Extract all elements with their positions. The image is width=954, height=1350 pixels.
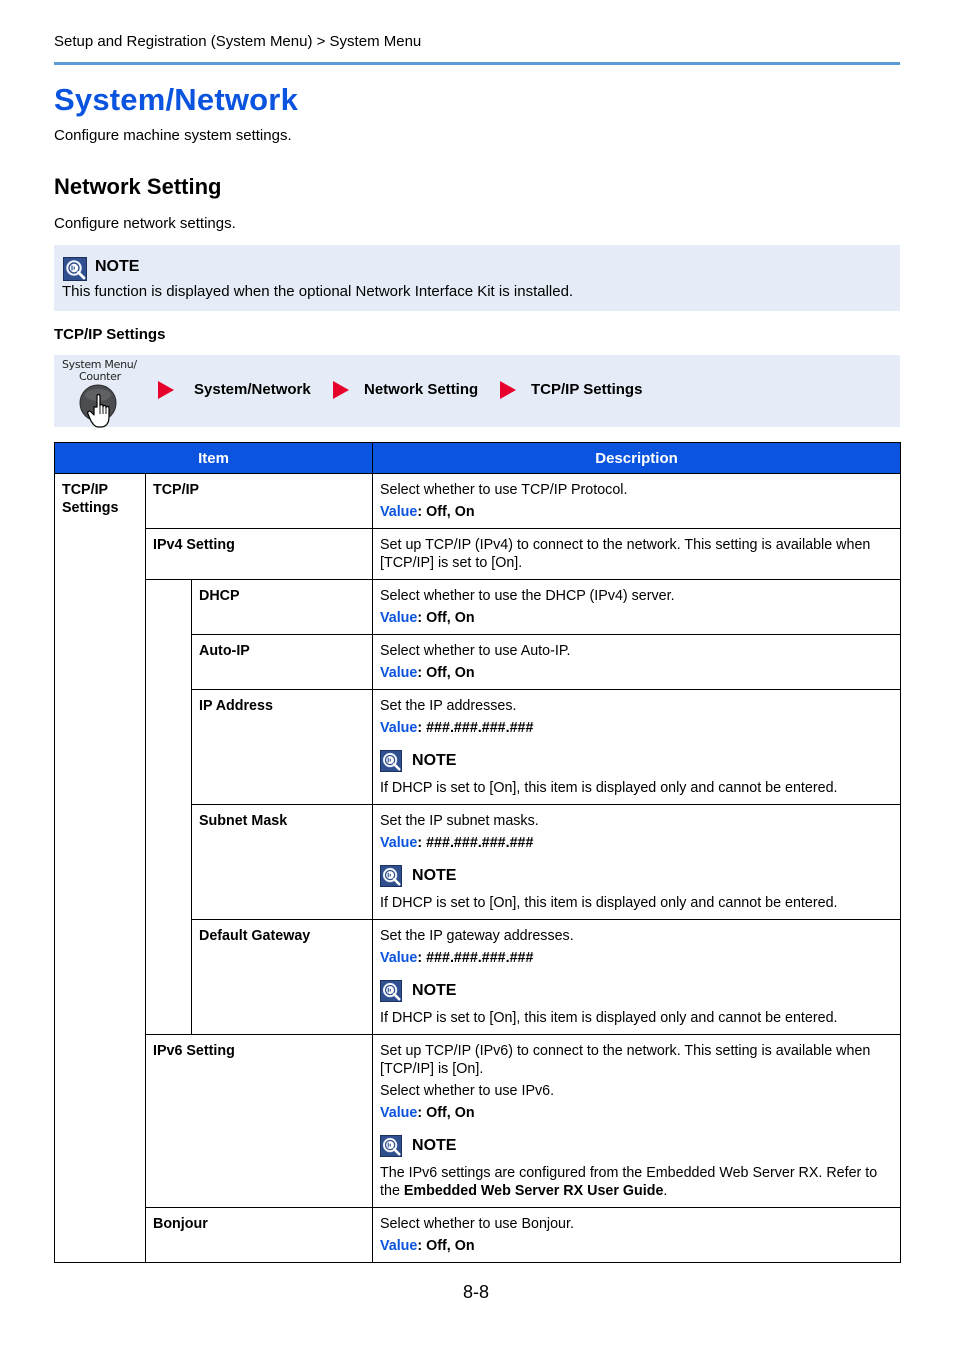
- table-header-row: [55, 443, 901, 474]
- section-description: Configure network settings.: [54, 215, 236, 232]
- column-header-item: Item: [55, 443, 373, 474]
- hand-pointer-icon: [78, 383, 122, 429]
- system-menu-key: [60, 357, 140, 425]
- desc-bonjour: Select whether to use Bonjour. Value: Off, On: [373, 1208, 901, 1263]
- desc-ip-address: Set the IP addresses. Value: ###.###.###.### NOTE If DHCP is set to [On], this item is displayed only and cannot be entered.: [373, 690, 901, 805]
- page-description: Configure machine system settings.: [54, 127, 292, 144]
- desc-ipv4-setting: Set up TCP/IP (IPv4) to connect to the network. This setting is available when [TCP/IP] is set to [On].: [373, 529, 901, 580]
- settings-table: [54, 442, 901, 1263]
- subsection-title: TCP/IP Settings: [54, 326, 166, 343]
- item-ipv6-setting: IPv6 Setting: [146, 1035, 373, 1208]
- red-arrow-icon: [333, 381, 349, 399]
- desc-auto-ip: Select whether to use Auto-IP. Value: Off, On: [373, 635, 901, 690]
- note-icon: [380, 865, 402, 887]
- breadcrumb: Setup and Registration (System Menu) > System Menu: [54, 33, 422, 50]
- table-row: [55, 1208, 901, 1263]
- section-title: Network Setting: [54, 174, 222, 199]
- item-ipv4-setting: IPv4 Setting: [146, 529, 373, 580]
- desc-dhcp: Select whether to use the DHCP (IPv4) server. Value: Off, On: [373, 580, 901, 635]
- item-dhcp: DHCP: [192, 580, 373, 635]
- note-text: This function is displayed when the optional Network Interface Kit is installed.: [62, 283, 574, 300]
- table-row: [55, 529, 901, 580]
- desc-tcpip: Select whether to use TCP/IP Protocol. Value: Off, On: [373, 474, 901, 529]
- indent-spacer: [146, 580, 192, 1035]
- nav-step-tcpip-settings: TCP/IP Settings: [531, 381, 643, 398]
- header-rule: [54, 62, 900, 65]
- group-cell-tcpip-settings: TCP/IP Settings: [55, 474, 146, 1263]
- table-row: [55, 474, 901, 529]
- note-icon: [380, 750, 402, 772]
- note-label: NOTE: [95, 258, 140, 275]
- note-icon: [380, 980, 402, 1002]
- item-ip-address: IP Address: [192, 690, 373, 805]
- item-tcpip: TCP/IP: [146, 474, 373, 529]
- guide-reference: Embedded Web Server RX User Guide: [403, 1183, 664, 1199]
- note-box: [54, 245, 900, 311]
- inline-note: NOTE If DHCP is set to [On], this item is displayed only and cannot be entered.: [380, 982, 838, 1026]
- table-row: [55, 580, 901, 635]
- desc-ipv6-setting: Set up TCP/IP (IPv6) to connect to the network. This setting is available when [TCP/IP] is [On]. Select whether to use IPv6. Value: Off, On NOTE The IPv6 settings are configured from the Embedded Web Server RX. Refer to the Embedded Web Server RX User Guide.: [373, 1035, 901, 1208]
- inline-note: NOTE If DHCP is set to [On], this item is displayed only and cannot be entered.: [380, 867, 838, 911]
- item-default-gateway: Default Gateway: [192, 920, 373, 1035]
- note-icon: [63, 257, 87, 281]
- note-icon: [380, 1135, 402, 1157]
- item-bonjour: Bonjour: [146, 1208, 373, 1263]
- navigation-path: [54, 355, 900, 427]
- item-subnet-mask: Subnet Mask: [192, 805, 373, 920]
- desc-subnet-mask: Set the IP subnet masks. Value: ###.###.###.### NOTE If DHCP is set to [On], this item is displayed only and cannot be entered.: [373, 805, 901, 920]
- red-arrow-icon: [500, 381, 516, 399]
- inline-note: NOTE If DHCP is set to [On], this item is displayed only and cannot be entered.: [380, 752, 838, 796]
- nav-step-network-setting: Network Setting: [364, 381, 479, 398]
- column-header-description: Description: [373, 443, 901, 474]
- page-title: System/Network: [54, 82, 299, 117]
- table-row: [55, 1035, 901, 1208]
- nav-step-system-network: System/Network: [194, 381, 311, 398]
- inline-note: NOTE The IPv6 settings are configured from the Embedded Web Server RX. Refer to the Embedded Web Server RX User Guide.: [380, 1137, 878, 1199]
- key-label: System Menu/ Counter: [62, 358, 137, 383]
- red-arrow-icon: [158, 381, 174, 399]
- item-auto-ip: Auto-IP: [192, 635, 373, 690]
- page-number: 8-8: [463, 1282, 490, 1302]
- desc-default-gateway: Set the IP gateway addresses. Value: ###.###.###.### NOTE If DHCP is set to [On], this item is displayed only and cannot be entered.: [373, 920, 901, 1035]
